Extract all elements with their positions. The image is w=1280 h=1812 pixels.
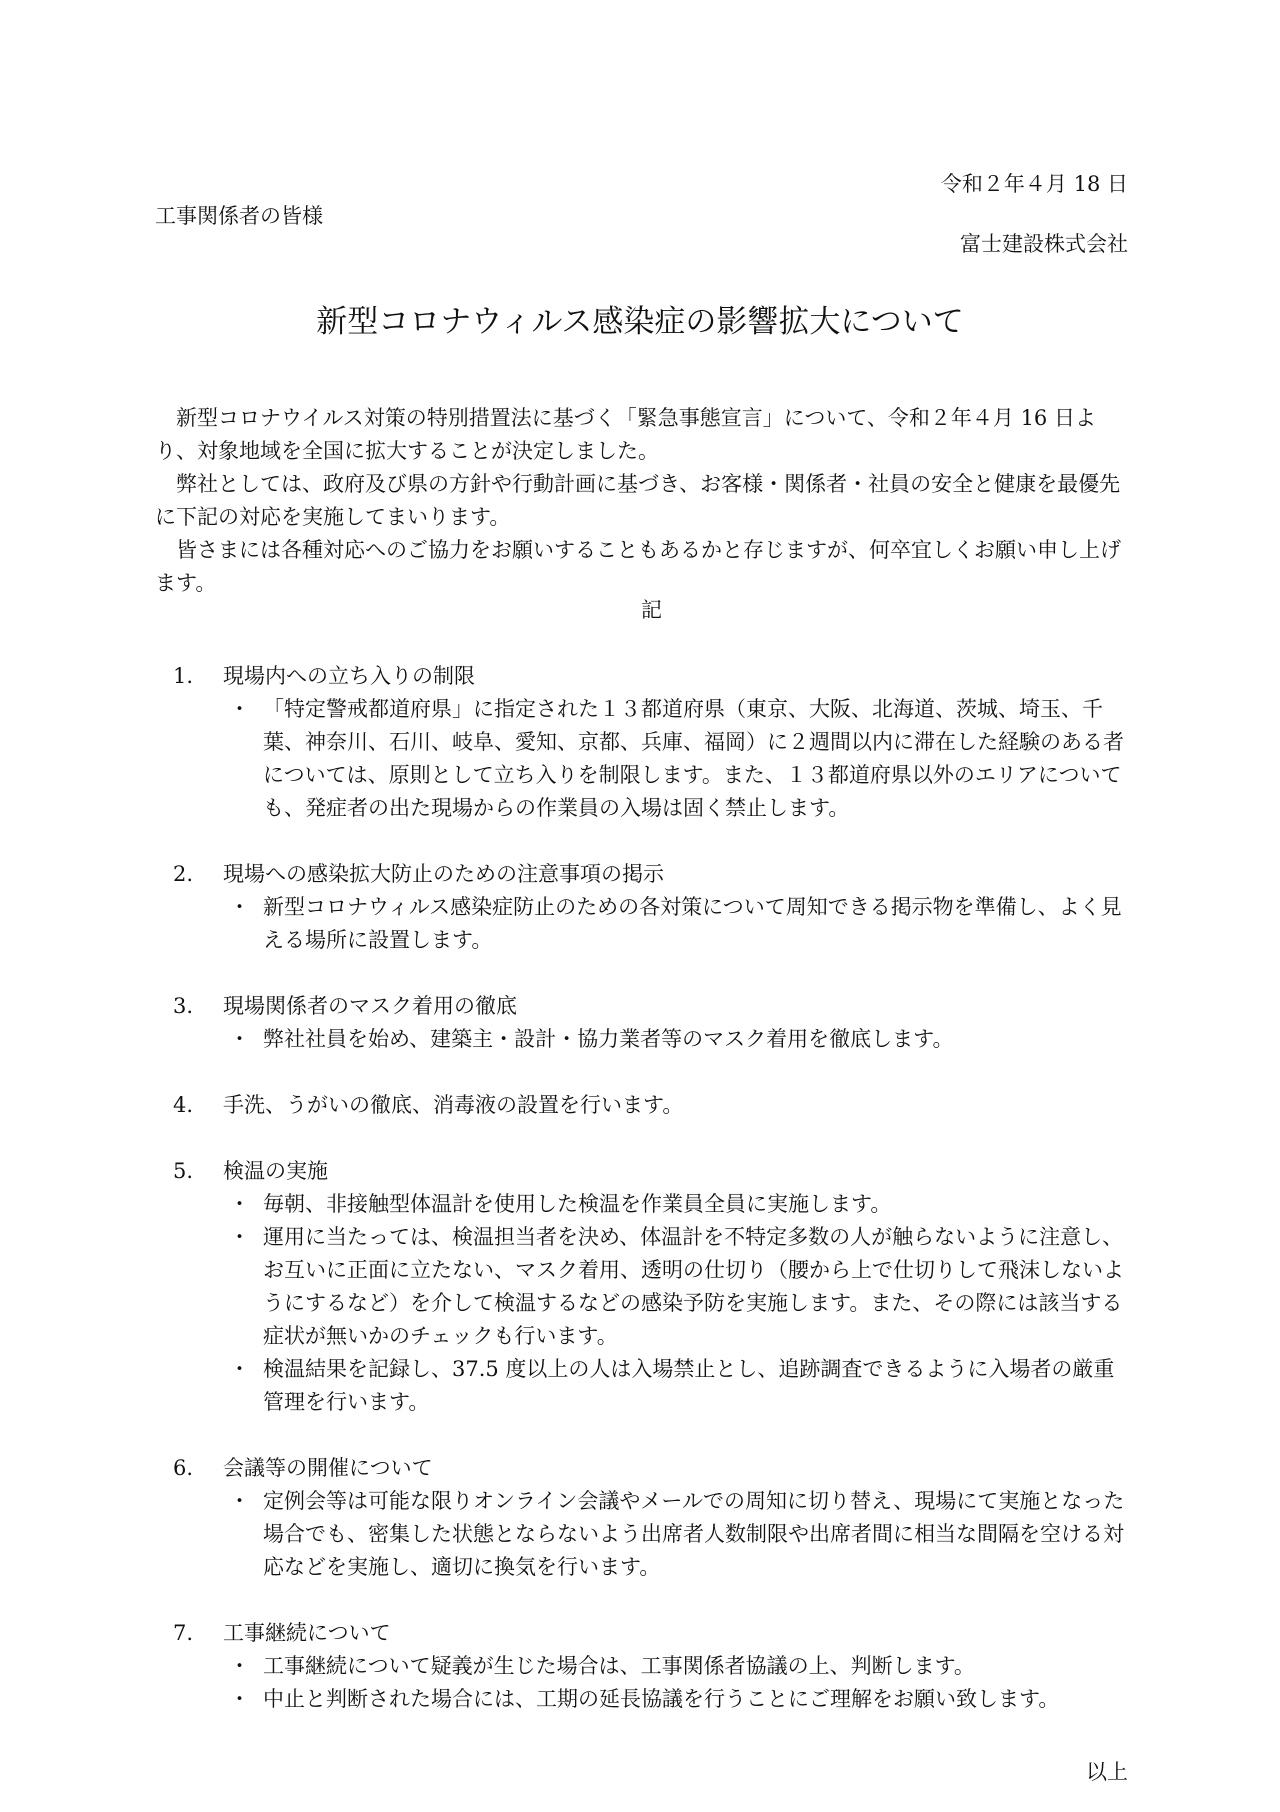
bullet-dot-icon: ・ <box>229 895 250 919</box>
section-heading <box>173 990 1133 1023</box>
bullet-dot-icon: ・ <box>229 1192 250 1216</box>
section-heading-text: 現場関係者のマスク着用の徹底 <box>223 994 517 1018</box>
section-number: 7. <box>173 1621 194 1645</box>
bullet-item <box>173 693 1133 825</box>
intro-paragraph: 皆さまには各種対応へのご協力をお願いすることもあるかと存じますが、何卒宜しくお願い申し上げます。 <box>155 538 1121 595</box>
section-heading-text: 手洗、うがいの徹底、消毒液の設置を行います。 <box>223 1093 684 1117</box>
bullet-item <box>173 1683 1133 1716</box>
section-item <box>173 1089 1133 1122</box>
section-heading-text: 会議等の開催について <box>223 1456 433 1480</box>
sender-company: 富士建設株式会社 <box>960 232 1128 256</box>
bullet-dot-icon: ・ <box>229 1027 250 1051</box>
section-number: 5. <box>173 1159 194 1183</box>
bullet-text: 定例会等は可能な限りオンライン会議やメールでの周知に切り替え、現場にて実施となった場合でも、密集した状態とならないよう出席者人数制限や出席者間に相当な間隔を空ける対応などを実施し、適切に換気を行います。 <box>263 1489 1125 1579</box>
bullet-text: 「特定警戒都道府県」に指定された１３都道府県（東京、大阪、北海道、茨城、埼玉、千葉、神奈川、石川、岐阜、愛知、京都、兵庫、福岡）に２週間以内に滞在した経験のある者については、原則として立ち入りを制限します。また、１３都道府県以外のエリアについても、発症者の出た現場からの作業員の入場は固く禁止します。 <box>263 697 1124 820</box>
bullet-dot-icon: ・ <box>229 1357 250 1381</box>
section-item <box>173 1452 1133 1584</box>
section-heading <box>173 1089 1133 1122</box>
bullet-item <box>173 1485 1133 1584</box>
bullet-dot-icon: ・ <box>229 1687 250 1711</box>
section-heading <box>173 1617 1133 1650</box>
section-number: 2. <box>173 862 194 886</box>
bullet-text: 中止と判断された場合には、工期の延長協議を行うことにご理解をお願い致します。 <box>263 1687 1060 1711</box>
bullet-item <box>173 1650 1133 1683</box>
section-number: 1. <box>173 664 194 688</box>
bullet-text: 毎朝、非接触型体温計を使用した検温を作業員全員に実施します。 <box>263 1192 892 1216</box>
addressee: 工事関係者の皆様 <box>155 204 323 228</box>
bullet-item <box>173 1353 1133 1419</box>
section-heading <box>173 660 1133 693</box>
section-heading <box>173 1452 1133 1485</box>
section-number: 3. <box>173 994 194 1018</box>
section-item <box>173 660 1133 825</box>
bullet-item <box>173 1023 1133 1056</box>
bullet-dot-icon: ・ <box>229 1654 250 1678</box>
document-date: 令和２年４月 18 日 <box>940 172 1128 196</box>
bullet-text: 運用に当たっては、検温担当者を決め、体温計を不特定多数の人が触らないように注意し、お互いに正面に立たない、マスク着用、透明の仕切り（腰から上で仕切りして飛沫しないようにするなど）を介して検温するなどの感染予防を実施します。また、その際には該当する症状が無いかのチェックも行います。 <box>263 1225 1124 1348</box>
intro-paragraph: 新型コロナウイルス対策の特別措置法に基づく「緊急事態宣言」について、令和２年４月 16 日より、対象地域を全国に拡大することが決定しました。 <box>155 406 1096 463</box>
section-heading-text: 現場内への立ち入りの制限 <box>223 664 475 688</box>
section-item <box>173 990 1133 1056</box>
intro-paragraph: 弊社としては、政府及び県の方針や行動計画に基づき、お客様・関係者・社員の安全と健康を最優先に下記の対応を実施してまいります。 <box>155 472 1121 529</box>
section-heading-text: 現場への感染拡大防止のための注意事項の掲示 <box>223 862 664 886</box>
bullet-dot-icon: ・ <box>229 1225 250 1249</box>
bullet-dot-icon: ・ <box>229 697 250 721</box>
bullet-text: 工事継続について疑義が生じた場合は、工事関係者協議の上、判断します。 <box>263 1654 975 1678</box>
section-heading <box>173 1155 1133 1188</box>
closing-mark: 以上 <box>1086 1760 1128 1784</box>
section-heading-text: 検温の実施 <box>223 1159 328 1183</box>
section-number: 4. <box>173 1093 194 1117</box>
bullet-text: 弊社社員を始め、建築主・設計・協力業者等のマスク着用を徹底します。 <box>263 1027 954 1051</box>
bullet-item <box>173 891 1133 957</box>
section-item <box>173 858 1133 957</box>
sections-list <box>173 660 1133 1749</box>
intro-paragraphs <box>155 402 1125 600</box>
section-number: 6. <box>173 1456 194 1480</box>
section-heading-text: 工事継続について <box>223 1621 391 1645</box>
section-item <box>173 1155 1133 1419</box>
bullet-text: 検温結果を記録し、37.5 度以上の人は入場禁止とし、追跡調査できるように入場者の厳重管理を行います。 <box>263 1357 1115 1414</box>
bullet-item <box>173 1221 1133 1353</box>
section-item <box>173 1617 1133 1716</box>
section-heading <box>173 858 1133 891</box>
bullet-text: 新型コロナウィルス感染症防止のための各対策について周知できる掲示物を準備し、よく見える場所に設置します。 <box>263 895 1122 952</box>
bullet-item <box>173 1188 1133 1221</box>
document-title: 新型コロナウィルス感染症の影響拡大について <box>316 304 964 340</box>
bullet-dot-icon: ・ <box>229 1489 250 1513</box>
ki-marker: 記 <box>641 598 662 622</box>
